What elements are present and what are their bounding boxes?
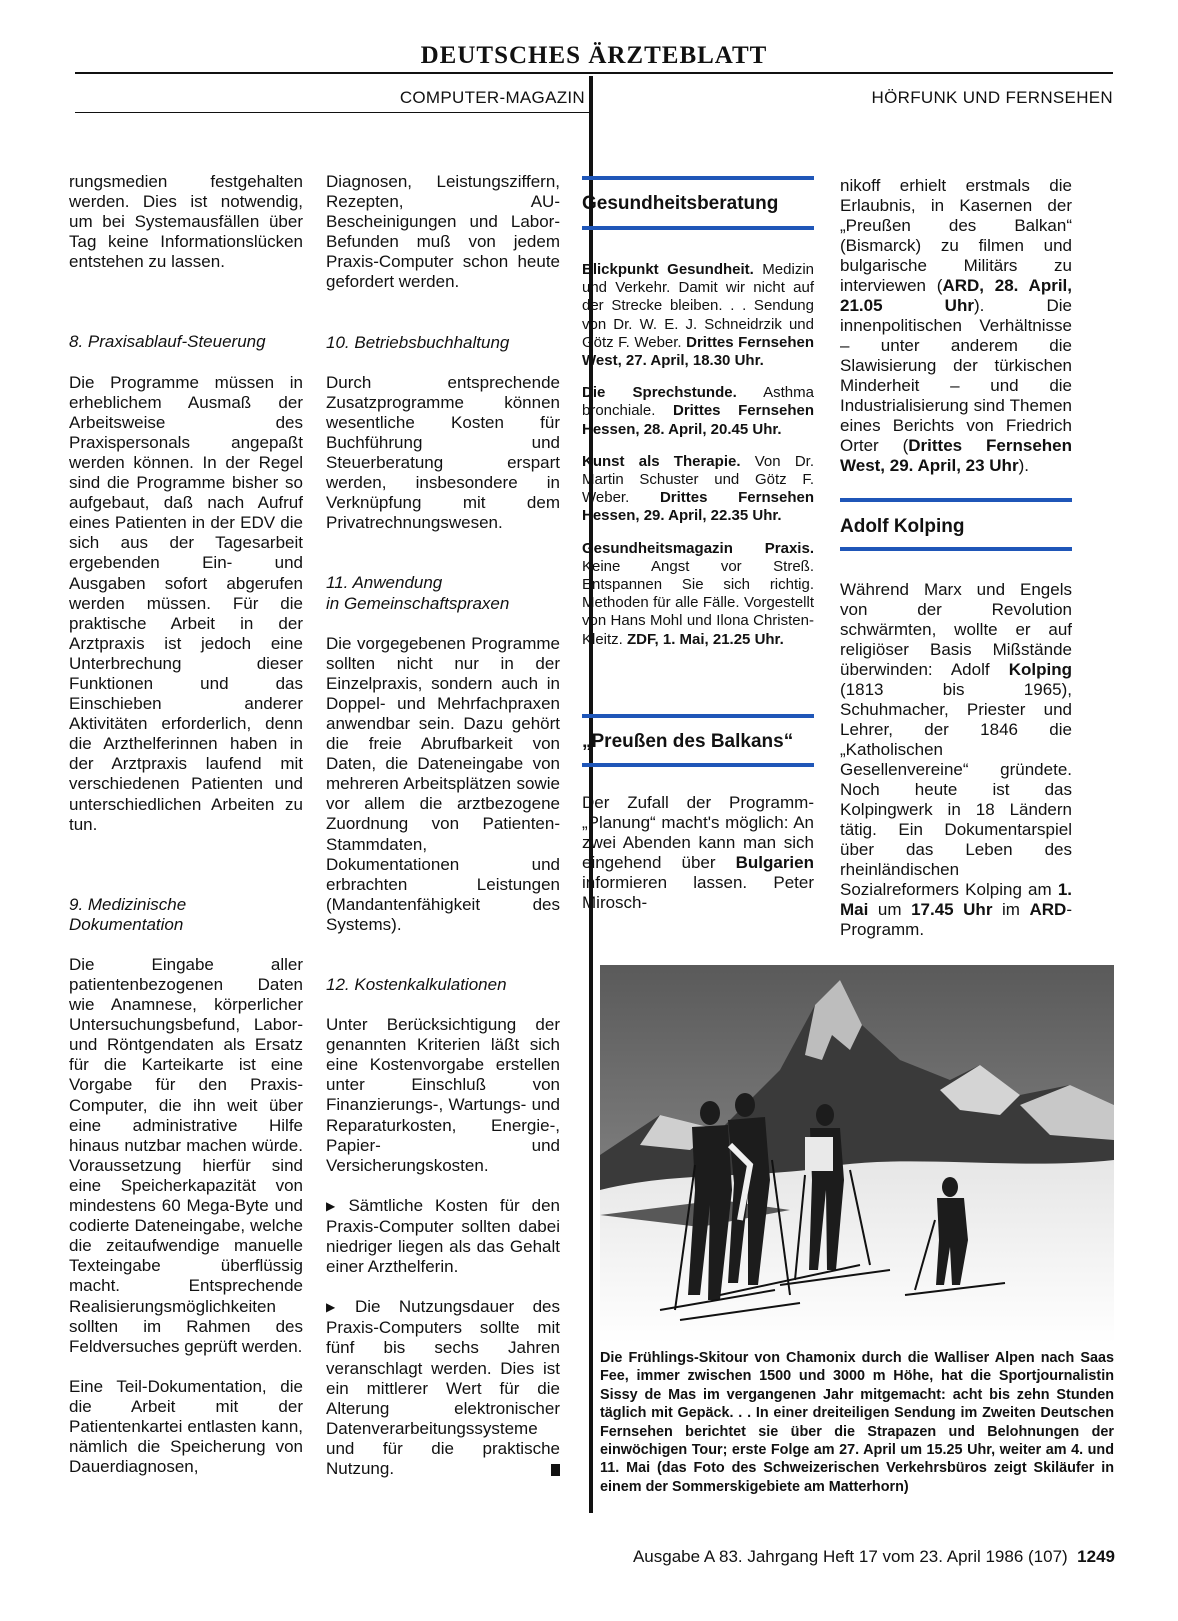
- bullet-text: Die Nutzungsdauer des Praxis-Computers sollte mit fünf bis sechs Jahren veranschlagt werden. Dies ist ein mittlerer Wert für die Alterung elektronischer Datenverarbeitungssysteme und für die praktische Nutzung.: [326, 1297, 560, 1478]
- paragraph: Unter Berücksichtigung der genannten Kriterien läßt sich eine Kostenvorgabe erstellen unter Einschluß von Finanzierungs-, Wartungs- und Reparaturkosten, Energie-, Papier- und Versicherungskosten.: [326, 1015, 560, 1175]
- subheading-9-line2: Dokumentation: [69, 914, 184, 934]
- paragraph-text: (1813 bis 1965), Schuhmacher, Priester und Lehrer, der 1846 die „Katholischen Gesellenvereine“ gründete. Noch heute ist das Kolpingwerk in 18 Ländern tätig. Ein Dokumentarspiel über das Leben des rheinländischen Sozialreformers Kolping am: [840, 680, 1072, 899]
- article-column-2: [326, 172, 560, 1479]
- paragraph: Die Programme müssen in erheblichem Ausmaß der Arbeitsweise des Praxispersonals angepaßt werden können. In der Regel sind die Programme bisher so aufgebaut, daß nach Aufruf eines Patienten in der EDV die sich aus der Tagesarbeit ergebenden Ein- und Ausgaben sofort abgerufen werden müssen. Für die praktische Arbeit in der Arztpraxis ist jedoch eine Unterbrechung dieser Funktionen und das Einschieben anderer Aktivitäten erforderlich, denn die Arzthelferinnen haben in der Arztpraxis laufend mit verschiedenen Patienten und unterschiedlichen Arbeiten zu tun.: [69, 372, 303, 834]
- subheading-9-line1: 9. Medizinische: [69, 894, 187, 914]
- page-number: 1249: [1077, 1547, 1115, 1566]
- box-rule-top: [582, 176, 814, 180]
- page-footer: [520, 1547, 1115, 1567]
- schedule: ARD: [1029, 900, 1067, 919]
- emphasis: Kolping: [1008, 660, 1072, 679]
- box-rule-bottom: [840, 547, 1072, 551]
- end-of-article-mark: [551, 1464, 560, 1476]
- box-title-gesundheitsberatung: Gesundheitsberatung: [582, 193, 779, 214]
- section-title-hoerfunk-fernsehen: HÖRFUNK UND FERNSEHEN: [871, 88, 1113, 107]
- tv-entry-title: Gesundheitsmagazin Praxis.: [582, 539, 814, 557]
- emphasis: Bulgarien: [735, 853, 814, 872]
- tv-entry-title: Blickpunkt Gesundheit.: [582, 261, 754, 278]
- subheading-8: 8. Praxisablauf-Steuerung: [69, 332, 266, 352]
- article-adolf-kolping: [840, 580, 1072, 940]
- tv-entry-schedule: Drittes Fernsehen West, 27. April, 18.30 Uhr.: [582, 333, 814, 370]
- edition-info: Ausgabe A 83. Jahrgang Heft 17 vom 23. April 1986 (107): [632, 1547, 1068, 1566]
- article-column-right: [840, 176, 1072, 476]
- box-rule-top: [840, 498, 1072, 502]
- box-rule-bottom: [582, 226, 814, 230]
- header-rule-top: [75, 72, 1113, 74]
- paragraph-text: ).: [1018, 456, 1029, 475]
- tv-entry-schedule: ZDF, 1. Mai, 21.25 Uhr.: [627, 630, 784, 648]
- bullet-paragraph: ▶ Sämtliche Kosten für den Praxis-Computer sollten dabei niedriger liegen als das Gehalt einer Arzthelferin.: [326, 1196, 560, 1277]
- mountain-photo-illustration: [600, 965, 1114, 1343]
- schedule: ARD, 28. April, 21.05 Uhr: [840, 276, 1072, 315]
- tv-entry-text: Von Dr. Martin Schuster und Götz F. Weber.: [582, 452, 814, 507]
- bullet-paragraph: [326, 1297, 560, 1479]
- photo-skiers-matterhorn: [600, 965, 1114, 1343]
- box-title-adolf-kolping: Adolf Kolping: [840, 516, 965, 537]
- subheading-10: 10. Betriebsbuchhaltung: [326, 332, 510, 352]
- tv-entry-schedule: Drittes Fernsehen Hessen, 29. April, 22.35 Uhr.: [582, 489, 814, 525]
- paragraph: Die vorgegebenen Programme sollten nicht nur in der Einzelpraxis, sondern auch in Doppel- und Mehrfachpraxen anwendbar sein. Dazu gehört die freie Abrufbarkeit von Daten, die Dateneingabe von mehreren Arbeitsplätzen sowie vor allem die arztbezogene Zuordnung von Patienten-Stammdaten, Dokumentationen und erbrachten Leistungen (Mandantenfähigkeit des Systems).: [326, 633, 560, 934]
- tv-entry: [582, 384, 814, 439]
- article-column-1: [69, 172, 303, 1477]
- subheading-11-line1: 11. Anwendung: [326, 573, 443, 593]
- paragraph-text: im: [992, 900, 1030, 919]
- paragraph-text: Der Zufall der Programm-„Planung“ macht's möglich: An zwei Abenden kann man sich eingehend über: [582, 793, 814, 872]
- schedule: 1. Mai: [840, 880, 1072, 919]
- tv-entry: [582, 540, 814, 649]
- tv-entry-text: Asthma bronchiale.: [582, 384, 814, 420]
- tv-entry-title: Die Sprechstunde.: [582, 384, 737, 402]
- paragraph-text: nikoff erhielt erstmals die Erlaubnis, in Kasernen der „Preußen des Balkan“ (Bismarck) zu filmen und bulgarische Militärs zu interviewen (: [840, 176, 1072, 295]
- paragraph-text: informieren lassen. Peter Mirosch-: [582, 873, 814, 912]
- photo-caption: Die Frühlings-Skitour von Chamonix durch die Walliser Alpen nach Saas Fee, immer zwischen 1500 und 3000 m Höhe, hat die Sportjournalistin Sissy de Mas im vergangenen Jahr mitgemacht: acht bis zehn Stunden täglich mit Gepäck. . . In einer dreiteiligen Sendung im Zweiten Deutschen Fernsehen berichtet sie über die Strapazen und Belohnungen der einwöchigen Tour; erste Folge am 27. April um 15.25 Uhr, weiter am 4. und 11. Mai (das Foto des Schweizerischen Verkehrsbüros zeigt Skiläufer in einem der Sommerskigebiete am Matterhorn): [600, 1350, 1114, 1495]
- paragraph: Die Eingabe aller patientenbezogenen Daten wie Anamnese, körperlicher Untersuchungsbefund, Labor- und Röntgendaten als Ersatz für die Karteikarte ist eine Vorgabe für den Praxis-Computer, die ihn weit über eine administrative Hilfe hinaus nutzbar machen würde. Voraussetzung hierfür sind eine Speicherkapazität von mindestens 60 Mega-Byte und codierte Dateneingabe, welche die zeitaufwendige manuelle Texteingabe überflüssig macht. Entsprechende Realisierungsmöglichkeiten sollten im Rahmen des Feldversuches geprüft werden.: [69, 954, 303, 1356]
- article-preussen-balkans: [582, 793, 814, 913]
- paragraph: Durch entsprechende Zusatzprogramme können wesentliche Kosten für Buchführung und Steuerberatung erspart werden, insbesondere in Verknüpfung mit dem Privatrechnungswesen.: [326, 372, 560, 533]
- section-title-computer-magazin: COMPUTER-MAGAZIN: [399, 88, 585, 107]
- subheading-11-line2: in Gemeinschaftspraxen: [326, 593, 510, 613]
- paragraph: Diagnosen, Leistungsziffern, Rezepten, AU-Bescheinigungen und Labor-Befunden muß von jedem Praxis-Computer schon heute gefordert werden.: [326, 172, 560, 292]
- tv-entry-text: Keine Angst vor Streß. Entspannen Sie sich richtig. Methoden für alle Fälle. Vorgestellt von Hans Mohl und Ilona Christen-Kleitz.: [582, 557, 814, 648]
- schedule: 17.45 Uhr: [911, 900, 993, 919]
- paragraph: rungsmedien festgehalten werden. Dies ist notwendig, um bei Systemausfällen über Tag keine Informationslücken entstehen zu lassen.: [69, 172, 303, 272]
- header-rule-left: [75, 112, 589, 113]
- box-rule-top: [582, 714, 814, 718]
- tv-entry-schedule: Drittes Fernsehen Hessen, 28. April, 20.45 Uhr.: [582, 402, 814, 438]
- tv-entry-text: Medizin und Verkehr. Damit wir nicht auf der Strecke bleiben. . . Sendung von Dr. W. E. J. Schneidrzik und Götz F. Weber.: [582, 261, 814, 351]
- paragraph-text: um: [868, 900, 912, 919]
- masthead: DEUTSCHES ÄRZTEBLATT: [420, 42, 768, 69]
- tv-entry: [582, 261, 814, 370]
- schedule: Drittes Fernsehen West, 29. April, 23 Uhr: [840, 436, 1072, 475]
- tv-entry: [582, 453, 814, 526]
- box-title-preussen-des-balkans: „Preußen des Balkans“: [582, 731, 794, 752]
- subheading-12: 12. Kostenkalkulationen: [326, 975, 507, 994]
- box-rule-bottom: [582, 763, 814, 767]
- paragraph-text: Während Marx und Engels von der Revolution schwärmten, wollte er auf religiöser Basis Mißstände überwinden: Adolf: [840, 580, 1072, 679]
- tv-listings: [582, 261, 814, 649]
- tv-entry-title: Kunst als Therapie.: [582, 452, 741, 470]
- paragraph: Eine Teil-Dokumentation, die die Arbeit mit der Patientenkartei entlasten kann, nämlich die Speicherung von Dauerdiagnosen,: [69, 1376, 303, 1477]
- paragraph-text: -Programm.: [840, 900, 1072, 939]
- paragraph-text: ). Die innenpolitischen Verhältnisse – unter anderem die Slawisierung der türkischen Minderheit – und die Industrialisierung sind Themen eines Berichts von Friedrich Orter (: [840, 296, 1072, 455]
